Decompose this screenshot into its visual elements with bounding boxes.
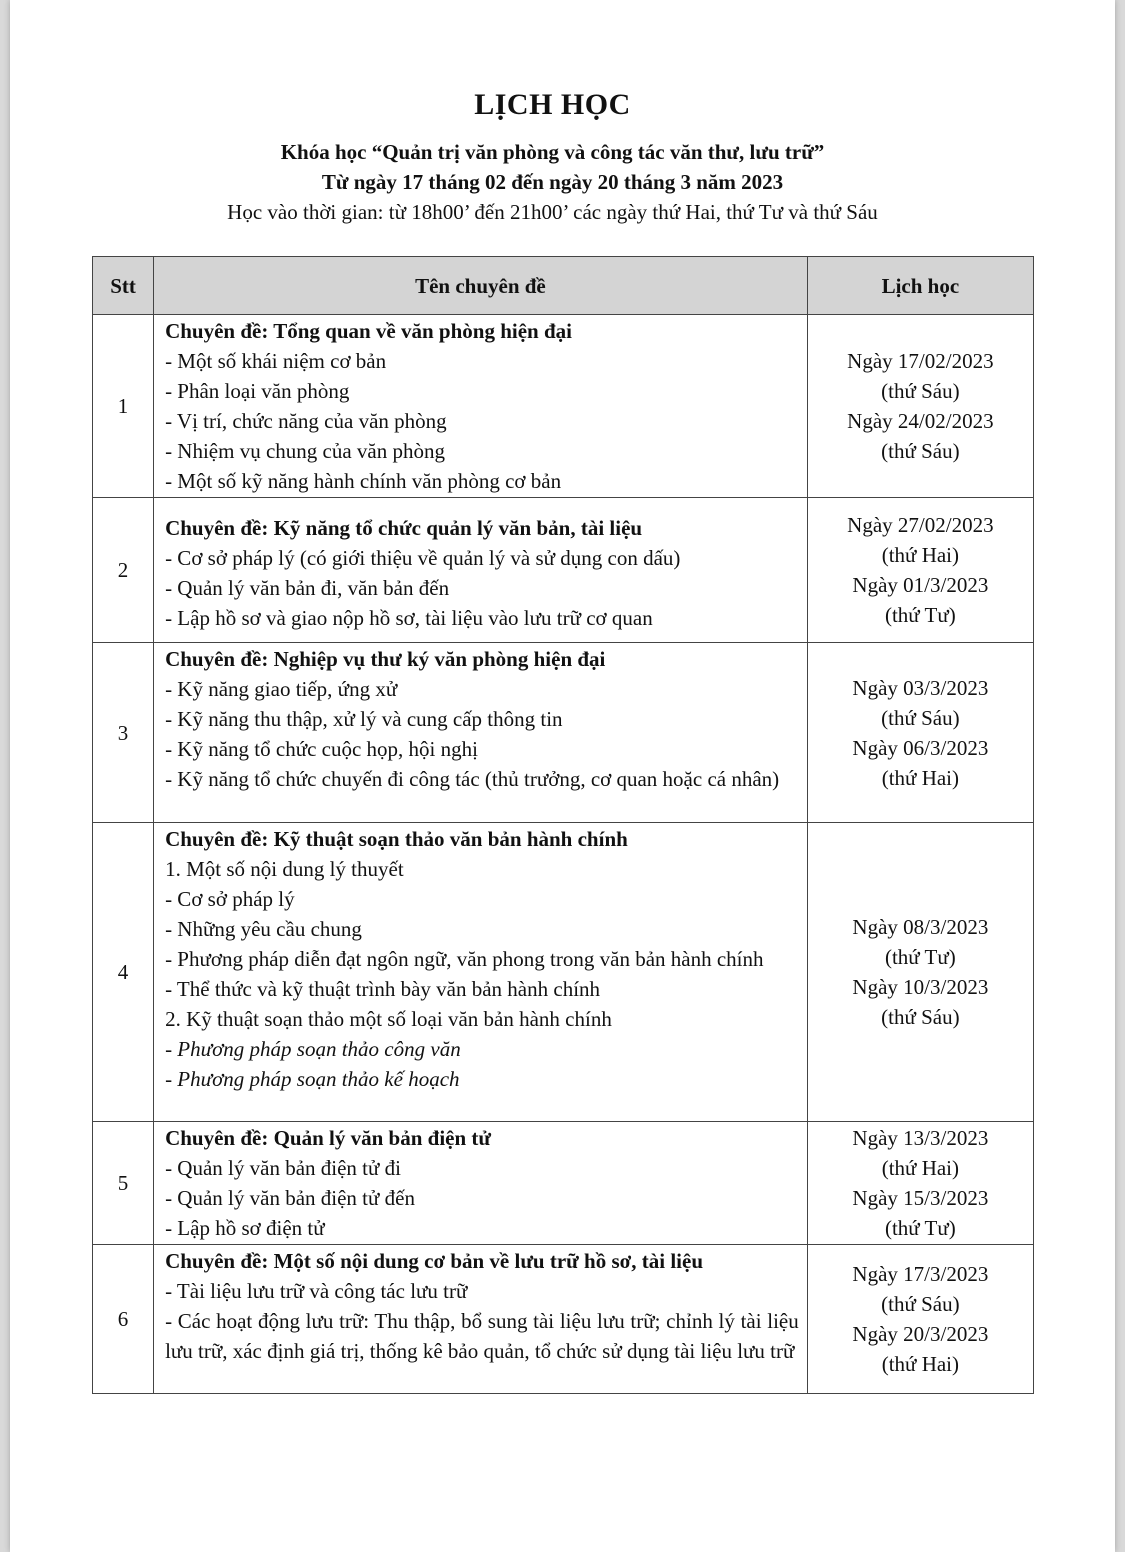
schedule-cell (807, 498, 1033, 643)
topic-item: - Phương pháp diễn đạt ngôn ngữ, văn phong trong văn bản hành chính (165, 947, 764, 971)
table-row (93, 1122, 1034, 1245)
date-range: Từ ngày 17 tháng 02 đến ngày 20 tháng 3 năm 2023 (321, 170, 784, 194)
table-row (93, 498, 1034, 643)
schedule-weekday: (thứ Tư) (884, 945, 956, 969)
schedule-weekday: (thứ Hai) (881, 765, 960, 790)
schedule-weekday: (thứ Sáu) (881, 1005, 960, 1029)
schedule-date: Ngày 06/3/2023 (852, 735, 989, 760)
schedule-date: Ngày 20/3/2023 (852, 1322, 989, 1346)
time-note: Học vào thời gian: từ 18h00’ đến 21h00’ các ngày thứ Hai, thứ Tư và thứ Sáu (227, 200, 878, 224)
topic-item: - Thể thức và kỹ thuật trình bày văn bản hành chính (165, 977, 601, 1001)
topic-item: - Một số kỹ năng hành chính văn phòng cơ bản (165, 469, 562, 493)
schedule-date: Ngày 10/3/2023 (852, 975, 989, 999)
topic-cell (154, 643, 808, 823)
topic-item: - Tài liệu lưu trữ và công tác lưu trữ (165, 1279, 468, 1303)
topic-item-italic: - Phương pháp soạn thảo công văn (165, 1037, 461, 1061)
topic-item: - Kỹ năng giao tiếp, ứng xử (165, 677, 398, 701)
topic-item: - Những yêu cầu chung (165, 917, 362, 941)
topic-item: - Một số khái niệm cơ bản (165, 349, 387, 373)
topic-title: Chuyên đề: Kỹ thuật soạn thảo văn bản hành chính (165, 827, 628, 851)
topic-item: - Kỹ năng thu thập, xử lý và cung cấp thông tin (165, 707, 563, 731)
topic-title: Chuyên đề: Tổng quan về văn phòng hiện đại (165, 319, 572, 343)
schedule-date: Ngày 17/3/2023 (852, 1262, 989, 1286)
schedule-date: Ngày 15/3/2023 (852, 1186, 989, 1210)
topic-item: - Cơ sở pháp lý (165, 887, 295, 911)
topic-cell (154, 823, 808, 1122)
schedule-weekday: (thứ Sáu) (881, 705, 960, 730)
header-schedule: Lịch học (807, 257, 1033, 315)
schedule-weekday: (thứ Sáu) (881, 439, 960, 463)
schedule-weekday: (thứ Tư) (884, 603, 956, 627)
row-number: 5 (93, 1122, 154, 1245)
topic-cell (154, 1122, 808, 1245)
schedule-cell (807, 823, 1033, 1122)
schedule-weekday: (thứ Hai) (881, 1156, 960, 1180)
topic-cell (154, 1245, 808, 1394)
topic-item: - Kỹ năng tổ chức cuộc họp, hội nghị (165, 737, 478, 761)
header-topic: Tên chuyên đề (154, 257, 808, 315)
topic-item: 2. Kỹ thuật soạn thảo một số loại văn bản hành chính (165, 1007, 612, 1031)
schedule-date: Ngày 01/3/2023 (852, 573, 989, 597)
schedule-date: Ngày 17/02/2023 (847, 349, 994, 373)
topic-item: - Lập hồ sơ điện tử (165, 1216, 325, 1240)
schedule-weekday: (thứ Hai) (881, 1352, 960, 1376)
row-number: 2 (93, 498, 154, 643)
schedule-cell (807, 315, 1033, 498)
schedule-cell (807, 1122, 1033, 1245)
schedule-table (92, 256, 1034, 1394)
topic-item: - Các hoạt động lưu trữ: Thu thập, bổ sung tài liệu lưu trữ; chỉnh lý tài liệu lưu trữ, xác định giá trị, thống kê bảo quản, tổ chức sử dụng tài liệu lưu trữ (165, 1309, 799, 1363)
schedule-date: Ngày 03/3/2023 (852, 675, 989, 700)
topic-item: - Kỹ năng tổ chức chuyến đi công tác (thủ trưởng, cơ quan hoặc cá nhân) (165, 767, 780, 791)
schedule-cell (807, 1245, 1033, 1394)
table-row (93, 823, 1034, 1122)
topic-title: Chuyên đề: Nghiệp vụ thư ký văn phòng hiện đại (165, 647, 606, 671)
topic-item: - Lập hồ sơ và giao nộp hồ sơ, tài liệu vào lưu trữ cơ quan (165, 606, 653, 630)
topic-cell (154, 498, 808, 643)
schedule-weekday: (thứ Hai) (881, 543, 960, 567)
table-row (93, 643, 1034, 823)
row-number: 4 (93, 823, 154, 1122)
topic-cell (154, 315, 808, 498)
header-stt: Stt (93, 257, 154, 315)
table-header-row (93, 257, 1034, 315)
topic-item: - Quản lý văn bản điện tử đến (165, 1186, 415, 1210)
schedule-cell (807, 643, 1033, 823)
topic-item: - Vị trí, chức năng của văn phòng (165, 409, 447, 433)
schedule-date: Ngày 13/3/2023 (852, 1126, 989, 1150)
topic-item-italic: - Phương pháp soạn thảo kế hoạch (165, 1067, 460, 1091)
topic-item: 1. Một số nội dung lý thuyết (165, 857, 404, 881)
topic-item: - Cơ sở pháp lý (có giới thiệu về quản lý và sử dụng con dấu) (165, 546, 681, 570)
topic-title: Chuyên đề: Quản lý văn bản điện tử (165, 1126, 492, 1150)
course-name: Khóa học “Quản trị văn phòng và công tác văn thư, lưu trữ” (280, 140, 825, 164)
schedule-weekday: (thứ Sáu) (881, 1292, 960, 1316)
row-number: 3 (93, 643, 154, 823)
schedule-date: Ngày 24/02/2023 (847, 409, 994, 433)
row-number: 1 (93, 315, 154, 498)
topic-item: - Phân loại văn phòng (165, 379, 350, 403)
schedule-date: Ngày 27/02/2023 (847, 513, 994, 537)
row-number: 6 (93, 1245, 154, 1394)
topic-item: - Quản lý văn bản đi, văn bản đến (165, 576, 450, 600)
schedule-weekday: (thứ Sáu) (881, 379, 960, 403)
topic-item: - Quản lý văn bản điện tử đi (165, 1156, 401, 1180)
document-title: LỊCH HỌC (474, 88, 631, 121)
topic-title: Chuyên đề: Một số nội dung cơ bản về lưu trữ hồ sơ, tài liệu (165, 1249, 704, 1273)
schedule-date: Ngày 08/3/2023 (852, 915, 989, 939)
topic-title: Chuyên đề: Kỹ năng tổ chức quản lý văn bản, tài liệu (165, 516, 643, 540)
table-row (93, 1245, 1034, 1394)
schedule-weekday: (thứ Tư) (884, 1216, 956, 1240)
topic-item: - Nhiệm vụ chung của văn phòng (165, 439, 445, 463)
table-row (93, 315, 1034, 498)
